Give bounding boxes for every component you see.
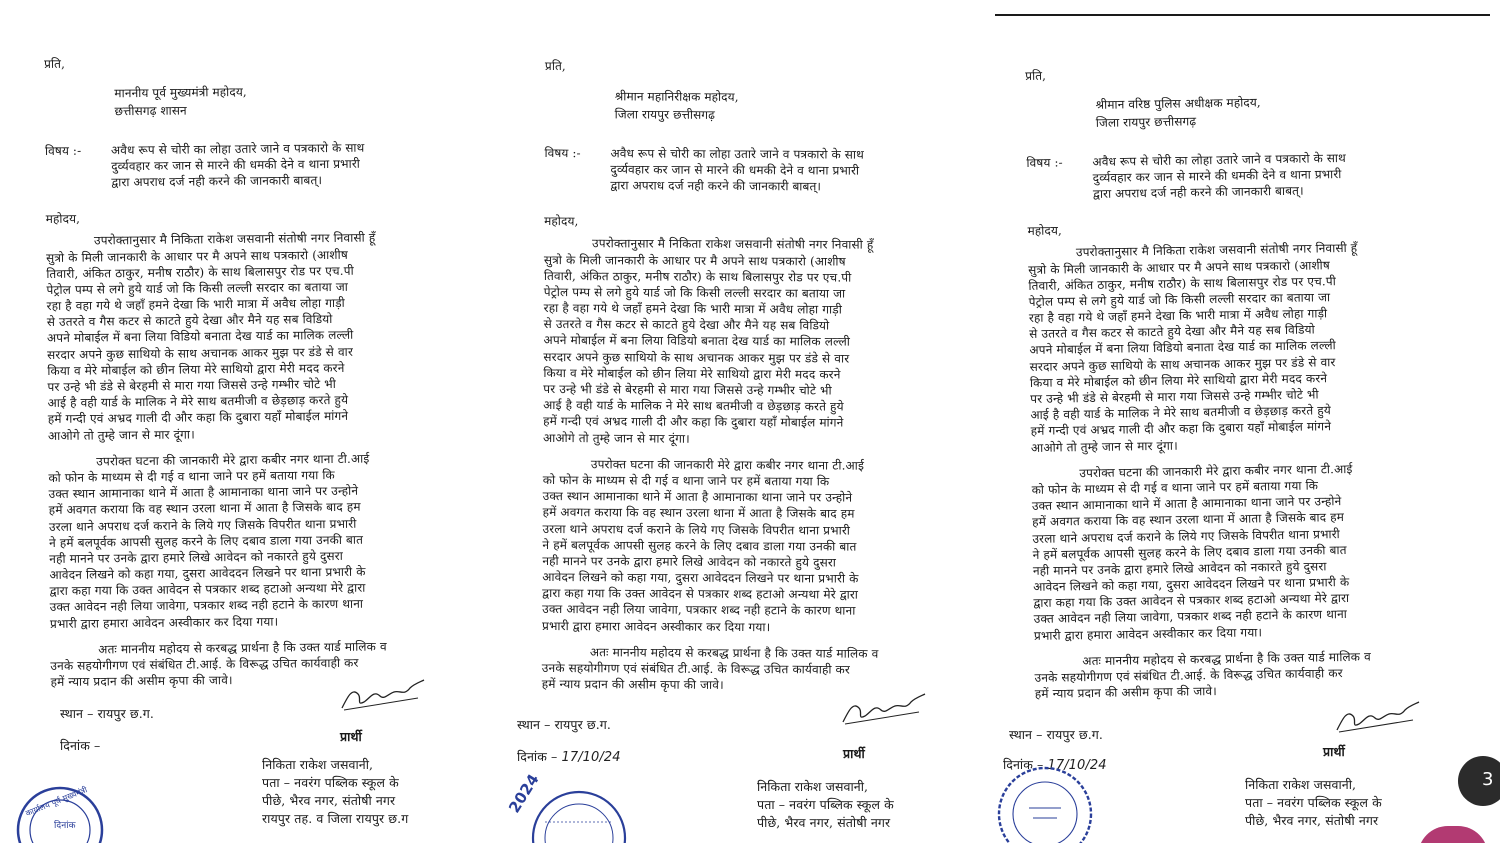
para-line: आओगे तो तुम्हे जान से मार दूंगा। [47,427,195,443]
para-line: आई है वही यार्ड के मालिक ने मेरे साथ बतमीजी व छेड़छाड़ करते हुये [543,398,844,414]
applicant-label: प्रार्थी [843,746,865,761]
para-line: उरला थाने अपराध दर्ज कराने के लिये गए जिसके विपरीत थाना प्रभारी [1032,526,1340,546]
salutation: महोदय, [544,214,579,229]
para-line: आओगे तो तुम्हे जान से मार दूंगा। [542,430,690,446]
para-line: उक्त आवेदन नही लिया जावेगा, पत्रकार शब्द नही हटाने के कारण थाना [49,597,364,615]
sender-line: पता – नवरंग पब्लिक स्कूल के [757,797,894,813]
para-line: द्वारा कहा गया कि उक्त आवेदन से पत्रकार शब्द हटाओ अन्यथा मेरे द्वारा [49,580,366,599]
subject-line: अवैध रूप से चोरी का लोहा उतारे जाने व पत्रकारो के साथ [1092,150,1346,169]
para-line: उपरोक्तानुसार मै निकिता राकेश जसवानी संतोषी नगर निवासी हूँ [591,236,874,253]
paragraph-1 [543,235,982,448]
paragraph-2 [48,449,480,632]
subject-line: अवैध रूप से चोरी का लोहा उतारे जाने व पत्रकारो के साथ [110,140,365,157]
para-line: प्रभारी द्वारा हमारा आवेदन अस्वीकार कर दिया गया। [1033,624,1263,643]
para-line: उपरोक्तानुसार मै निकिता राकेश जसवानी संतोषी नगर निवासी हूँ [1075,241,1358,260]
para-line: पर उन्हे भी डंडे से बेरहमी से मारा गया जिससे उन्हे गम्भीर चोटे भी [543,381,832,398]
para-line: पेट्रोल पम्प से लगे हुये यार्ड जो कि किसी लल्ली सरदार का बताया जा [1028,290,1331,309]
place-label: स्थान – रायपुर छ.ग. [1009,727,1104,742]
para-line: उक्त स्थान आमानाका थाने में आता है आमानाका थाना जाने पर उन्होने [542,489,853,505]
sender-line: पीछे, भैरव नगर, संतोषी नगर [262,793,396,809]
paragraph-1 [46,229,478,444]
para-line: हमें न्याय प्रदान की असीम कृपा की जावे। [50,673,233,690]
addressee-line-2: जिला रायपुर छत्तीसगढ़ [1095,114,1197,131]
para-line: प्रभारी द्वारा हमारा आवेदन अस्वीकार कर दिया गया। [541,618,771,634]
date-label-text: दिनांक – [517,749,558,764]
sender-address [757,778,987,832]
para-line: आई है वही यार्ड के मालिक ने मेरे साथ बतमीजी व छेड़छाड़ करते हुये [1030,403,1332,423]
para-line: किया व मेरे मोबाईल को छीन लिया मेरे साथियो द्वारा मेरी मदद करने [1029,371,1328,390]
subject-text [1092,148,1467,202]
para-line: से उतरते व गैस कटर से काटते हुये देखा और मैने यह सब विडियो [1029,322,1315,342]
para-line: से उतरते व गैस कटर से काटते हुये देखा और मैने यह सब विडियो [543,317,830,333]
sender-line: पीछे, भैरव नगर, संतोषी नगर [757,815,891,831]
paragraph-2 [1031,459,1474,644]
prati-label: प्रति, [44,56,66,71]
subject-line: द्वारा अपराध दर्ज नही करने की जानकारी बाबत्। [1092,183,1304,201]
para-line: को फोन के माध्यम से दी गई व थाना जाने पर हमें बताया गया कि [542,472,830,489]
prati-label: प्रति, [1025,68,1047,83]
para-line: हमें अवगत कराया कि वह स्थान उरला थाना में आता है जिसके बाद हम [1032,510,1345,530]
para-line: द्वारा कहा गया कि उक्त आवेदन से पत्रकार शब्द हटाओ अन्यथा मेरे द्वारा [542,586,859,602]
salutation: महोदय, [1027,223,1062,239]
letter-body [1025,61,1475,716]
paragraph-1 [1028,238,1471,455]
para-line: सुत्रो के मिली जानकारी के आधार पर मै अपने साथ पत्रकारो (आशीष [1028,257,1331,277]
date-value: 17/10/24 [1047,758,1107,773]
subject-line: द्वारा अपराध दर्ज नही करने की जानकारी बाबत्। [610,178,822,194]
sender-line: निकिता राकेश जसवानी, [757,779,869,794]
para-line: किया व मेरे मोबाईल को छीन लिया मेरे साथियो द्वारा मेरी मदद करने [47,360,345,378]
letter-body [542,58,983,709]
para-line: आवेदन लिखने को कहा गया, दुसरा आवेददन लिखने पर थाना प्रभारी के [49,564,366,583]
letter-senior-superintendent [995,0,1500,843]
date-label [60,738,100,756]
para-line: अपने मोबाईल में बना लिया विडियो बनाता देख यार्ड का मालिक लल्ली [46,328,354,346]
prati-label: प्रति, [544,58,566,74]
addressee-line-2: छत्तीसगढ़ शासन [114,103,187,119]
para-line: तिवारी, अंकित ठाकुर, मनीष राठौर) के साथ बिलासपुर रोड पर एच.पी [543,268,852,285]
sender-line: निकिता राकेश जसवानी, [262,757,374,772]
para-line: सरदार अपने कुछ साथियो के साथ अचानक आकर मुझ पर डंडे से वार [47,344,354,362]
para-line: रहा है वहा गये थे जहाँ हमने देखा कि भारी मात्रा में अवैध लोहा गाड़ी [1028,306,1328,326]
para-line: नही मानने पर उनके द्वारा हमारे लिखे आवेदन को नकारते हुये दुसरा [1032,559,1327,578]
police-stamp-icon [995,752,1099,843]
applicant-label: प्रार्थी [1323,744,1345,759]
letter-former-cm [0,0,495,843]
letter-body [44,51,481,704]
para-line: ने हमें बलपूर्वक आपसी सुलह करने के लिए दबाव डाला गया उनकी बात [1032,542,1347,562]
subject-label: विषय :- [544,145,581,160]
para-line: हमें न्याय प्रदान की असीम कृपा की जावे। [1034,684,1218,702]
para-line: तिवारी, अंकित ठाकुर, मनीष राठौर) के साथ बिलासपुर रोड पर एच.पी [46,263,354,281]
para-line: पेट्रोल पम्प से लगे हुये यार्ड जो कि किसी लल्ली सरदार का बताया जा [543,284,846,301]
sender-address [1245,776,1475,830]
stamp-date-label: दिनांक [54,821,76,831]
sender-line: रायपुर तह. व जिला रायपुर छ.ग [262,811,409,827]
para-line: सुत्रो के मिली जानकारी के आधार पर मै अपने साथ पत्रकारो (आशीष [46,247,348,265]
para-line: नही मानने पर उनके द्वारा हमारे लिखे आवेदन को नकारते हुये दुसरा [542,553,837,570]
para-line: प्रभारी द्वारा हमारा आवेदन अस्वीकार कर दिया गया। [49,614,279,631]
signature-icon [338,674,428,714]
signature-icon [1333,696,1423,736]
para-line: आओगे तो तुम्हे जान से मार दूंगा। [1030,438,1178,455]
para-line: उक्त आवेदन नही लिया जावेगा, पत्रकार शब्द नही हटाने के कारण थाना [1033,607,1348,627]
page-count-badge[interactable]: 3 [1458,756,1500,806]
para-line: हमें गन्दी एवं अभ्रद गाली दी और कहा कि दुबारा यहाँ मोबाईल मांगने [47,409,349,427]
para-line: अपने मोबाईल में बना लिया विडियो बनाता देख यार्ड का मालिक लल्ली [1029,338,1336,358]
subject-line: अवैध रूप से चोरी का लोहा उतारे जाने व पत्रकारो के साथ [610,145,864,162]
para-line: को फोन के माध्यम से दी गई व थाना जाने पर हमें बताया गया कि [48,467,335,485]
para-line: उपरोक्तानुसार मै निकिता राकेश जसवानी संतोषी नगर निवासी हूँ [93,230,376,248]
para-line: उनके सहयोगीगण एवं संबंधित टी.आई. के विरूद्ध उचित कार्यवाही कर [50,655,359,673]
para-line: सुत्रो के मिली जानकारी के आधार पर मै अपने साथ पत्रकारो (आशीष [543,252,846,269]
para-line: द्वारा कहा गया कि उक्त आवेदन से पत्रकार शब्द हटाओ अन्यथा मेरे द्वारा [1033,591,1350,611]
para-line: पर उन्हे भी डंडे से बेरहमी से मारा गया जिससे उन्हे गम्भीर चोटे भी [47,376,337,394]
para-line: उनके सहयोगीगण एवं संबंधित टी.आई. के विरूद्ध उचित कार्यवाही कर [1034,666,1343,685]
sender-address [262,756,492,829]
para-line: हमें गन्दी एवं अभ्रद गाली दी और कहा कि दुबारा यहाँ मोबाईल मांगने [543,414,844,430]
para-line: तिवारी, अंकित ठाकुर, मनीष राठौर) के साथ बिलासपुर रोड पर एच.पी [1028,273,1337,293]
para-line: हमें गन्दी एवं अभ्रद गाली दी और कहा कि दुबारा यहाँ मोबाईल मांगने [1030,419,1332,439]
para-line: आवेदन लिखने को कहा गया, दुसरा आवेददन लिखने पर थाना प्रभारी के [1033,575,1350,594]
para-line: आवेदन लिखने को कहा गया, दुसरा आवेददन लिखने पर थाना प्रभारी के [542,570,859,586]
addressee-line-1: श्रीमान वरिष्ठ पुलिस अधीक्षक महोदय, [1095,95,1261,113]
subject-text [111,138,475,190]
subject-line: द्वारा अपराध दर्ज नही करने की जानकारी बाबत्। [111,173,323,190]
para-line: उरला थाने अपराध दर्ज कराने के लिये गए जिसके विपरीत थाना प्रभारी [542,521,851,538]
subject-block [1026,148,1467,203]
para-line: पर उन्हे भी डंडे से बेरहमी से मारा गया जिससे उन्हे गम्भीर चोटे भी [1030,387,1319,406]
para-line: उक्त आवेदन नही लिया जावेगा, पत्रकार शब्द नही हटाने के कारण थाना [542,602,856,619]
sender-line: निकिता राकेश जसवानी, [1245,777,1357,792]
para-line: सरदार अपने कुछ साथियो के साथ अचानक आकर मुझ पर डंडे से वार [543,349,850,366]
sender-line: पता – नवरंग पब्लिक स्कूल के [262,775,399,791]
subject-block [544,145,982,196]
addressee-line-2: जिला रायपुर छत्तीसगढ़ [614,107,716,123]
applicant-label: प्रार्थी [340,729,362,744]
para-line: किया व मेरे मोबाईल को छीन लिया मेरे साथियो द्वारा मेरी मदद करने [543,365,841,382]
para-line: अतः माननीय महोदय से करबद्ध प्रार्थना है कि उक्त यार्ड मालिक व [589,645,879,661]
stamp-year: 2024 [505,770,543,817]
subject-label: विषय :- [44,143,82,158]
subject-block [45,138,475,191]
para-line: उरला थाने अपराध दर्ज कराने के लिये गए जिसके विपरीत थाना प्रभारी [48,516,357,534]
subject-text [610,145,982,196]
subject-line: दुर्व्यवहार कर जान से मारने की धमकी देने व थाना प्रभारी [111,156,360,174]
para-line: अपने मोबाईल में बना लिया विडियो बनाता देख यार्ड का मालिक लल्ली [543,333,851,350]
place-label: स्थान – रायपुर छ.ग. [60,706,155,721]
para-line: ने हमें बलपूर्वक आपसी सुलह करने के लिए दबाव डाला गया उनकी बात [542,537,857,554]
para-line: आई है वही यार्ड के मालिक ने मेरे साथ बतमीजी व छेड़छाड़ करते हुये [47,393,349,411]
paragraph-3 [1034,647,1475,702]
salutation: महोदय, [45,211,81,227]
para-line: उपरोक्त घटना की जानकारी मेरे द्वारा कबीर नगर थाना टी.आई [96,451,370,469]
para-line: अतः माननीय महोदय से करबद्ध प्रार्थना है कि उक्त यार्ड मालिक व [1082,649,1371,668]
stamp-text: कार्यालय पूर्व मुख्यमंत्री [24,785,89,819]
para-line: उक्त स्थान आमानाका थाने में आता है आमानाका थाना जाने पर उन्होने [48,483,359,502]
date-label-text: दिनांक – [60,738,101,753]
para-line: उनके सहयोगीगण एवं संबंधित टी.आई. के विरूद्ध उचित कार्यवाही कर [541,660,851,677]
office-stamp-icon [10,778,106,843]
para-line: सरदार अपने कुछ साथियो के साथ अचानक आकर मुझ पर डंडे से वार [1029,354,1336,374]
letter-inspector-general [495,0,995,843]
paragraph-2 [542,456,981,636]
para-line: से उतरते व गैस कटर से काटते हुये देखा और मैने यह सब विडियो [46,312,333,330]
addressee-line-1: माननीय पूर्व मुख्यमंत्री महोदय, [114,85,247,101]
subject-line: दुर्व्यवहार कर जान से मारने की धमकी देने व थाना प्रभारी [610,162,860,178]
signature-icon [839,688,929,728]
para-line: उपरोक्त घटना की जानकारी मेरे द्वारा कबीर नगर थाना टी.आई [1079,461,1353,480]
date-label [517,749,621,767]
sender-line: पता – नवरंग पब्लिक स्कूल के [1245,795,1382,811]
para-line: उपरोक्त घटना की जानकारी मेरे द्वारा कबीर नगर थाना टी.आई [590,456,865,473]
para-line: हमें न्याय प्रदान की असीम कृपा की जावे। [541,677,724,693]
para-line: को फोन के माध्यम से दी गई व थाना जाने पर हमें बताया गया कि [1031,478,1319,497]
subject-line: दुर्व्यवहार कर जान से मारने की धमकी देने व थाना प्रभारी [1092,166,1342,185]
para-line: अतः माननीय महोदय से करबद्ध प्रार्थना है कि उक्त यार्ड मालिक व [98,639,387,657]
para-line: ने हमें बलपूर्वक आपसी सुलह करने के लिए दबाव डाला गया उनकी बात [49,532,364,550]
place-label: स्थान – रायपुर छ.ग. [517,717,612,732]
para-line: नही मानने पर उनके द्वारा हमारे लिखे आवेदन को नकारते हुये दुसरा [49,548,344,566]
para-line: रहा है वहा गये थे जहाँ हमने देखा कि भारी मात्रा में अवैध लोहा गाड़ी [46,295,345,314]
addressee-line-1: श्रीमान महानिरीक्षक महोदय, [614,89,739,105]
received-stamp-icon [499,770,629,843]
date-label-text: दिनांक – [1003,757,1044,772]
para-line: पेट्रोल पम्प से लगे हुये यार्ड जो कि किसी लल्ली सरदार का बताया जा [46,279,349,297]
sender-line: पीछे, भैरव नगर, संतोषी नगर [1245,813,1379,829]
para-line: रहा है वहा गये थे जहाँ हमने देखा कि भारी मात्रा में अवैध लोहा गाड़ी [543,301,843,317]
subject-label: विषय :- [1026,154,1063,170]
para-line: हमें अवगत कराया कि वह स्थान उरला थाना में आता है जिसके बाद हम [48,500,361,518]
para-line: हमें अवगत कराया कि वह स्थान उरला थाना में आता है जिसके बाद हम [542,505,855,521]
date-value: 17/10/24 [561,750,621,765]
para-line: उक्त स्थान आमानाका थाने में आता है आमानाका थाना जाने पर उन्होने [1031,494,1342,514]
